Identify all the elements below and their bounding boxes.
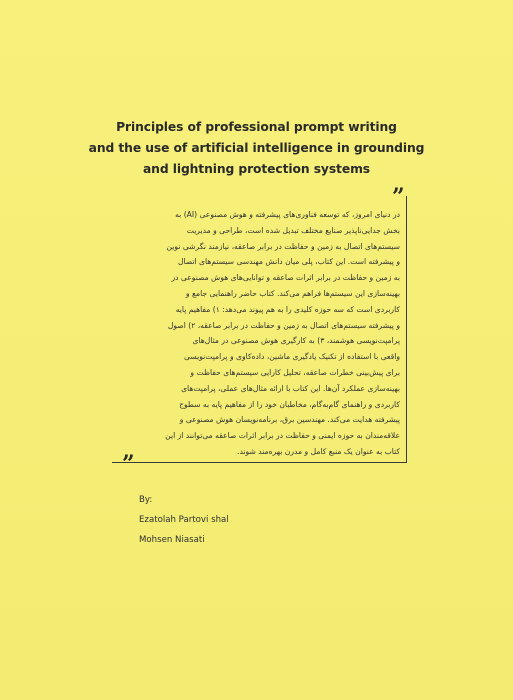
description-line: بهینه‌سازی عملکرد آن‌ها. این کتاب با ارائه مثال‌های عملی، پرامپت‌های xyxy=(181,383,400,393)
book-title xyxy=(40,117,473,180)
author-name: Ezatolah Partovi shal xyxy=(139,515,229,525)
author-credits xyxy=(139,490,229,550)
title-line-3: and lightning protection systems xyxy=(142,162,370,176)
description-line: به زمین و حفاظت در برابر اثرات صاعقه و توانایی‌های هوش مصنوعی در xyxy=(171,273,400,283)
description-line: بهینه‌سازی این سیستم‌ها فراهم می‌کند. کتاب حاضر راهنمایی جامع و xyxy=(185,288,400,298)
description-line: پیشرفته هدایت می‌کند. مهندسین برق، برنامه‌نویسان هوش مصنوعی و xyxy=(179,415,400,425)
description-line: و پیشرفته سیستم‌های اتصال به زمین و حفاظت در برابر صاعقه، ۲) اصول xyxy=(167,320,400,330)
author-name: Mohsen Niasati xyxy=(139,535,205,545)
description-line: و پیشرفته است. این کتاب، پلی میان دانش مهندسی سیستم‌های اتصال xyxy=(177,257,400,267)
description-line: بخش جدایی‌ناپذیر صنایع مختلف تبدیل شده است، طراحی و مدیریت xyxy=(186,225,400,235)
description-line: کتاب به عنوان یک منبع کامل و مدرن بهره‌مند شوند. xyxy=(237,446,400,456)
description-line: سیستم‌های اتصال به زمین و حفاظت در برابر صاعقه، نیازمند نگرشی نوین xyxy=(166,241,400,251)
book-description xyxy=(122,207,400,460)
description-line: علاقه‌مندان به حوزه ایمنی و حفاظت در برابر اثرات صاعقه می‌توانند از این xyxy=(165,431,400,441)
description-line: کاربردی است که سه حوزه کلیدی را به هم پیوند می‌دهد: ۱) مفاهیم پایه xyxy=(175,304,400,314)
title-line-1: Principles of professional prompt writing xyxy=(116,120,397,134)
description-line: پرامپت‌نویسی هوشمند، ۳) به کارگیری هوش مصنوعی در مثال‌های xyxy=(192,336,400,346)
description-line: واقعی با استفاده از تکنیک یادگیری ماشین، داده‌کاوی و پرامپت‌نویسی xyxy=(184,352,400,362)
authors-label: By: xyxy=(139,495,153,505)
close-quote-icon: ” xyxy=(122,451,135,477)
description-line: کاربردی و راهنمای گام‌به‌گام، مخاطبان خود را از مفاهیم پایه به سطوح xyxy=(179,399,400,409)
description-line: در دنیای امروز، که توسعه فناوری‌های پیشرفته و هوش مصنوعی (AI) به xyxy=(175,210,400,219)
title-line-2: and the use of artificial intelligence in grounding xyxy=(88,141,425,155)
open-quote-icon: ” xyxy=(392,184,405,210)
description-line: برای پیش‌بینی خطرات صاعقه، تحلیل کارایی سیستم‌های حفاظت و xyxy=(190,367,400,377)
